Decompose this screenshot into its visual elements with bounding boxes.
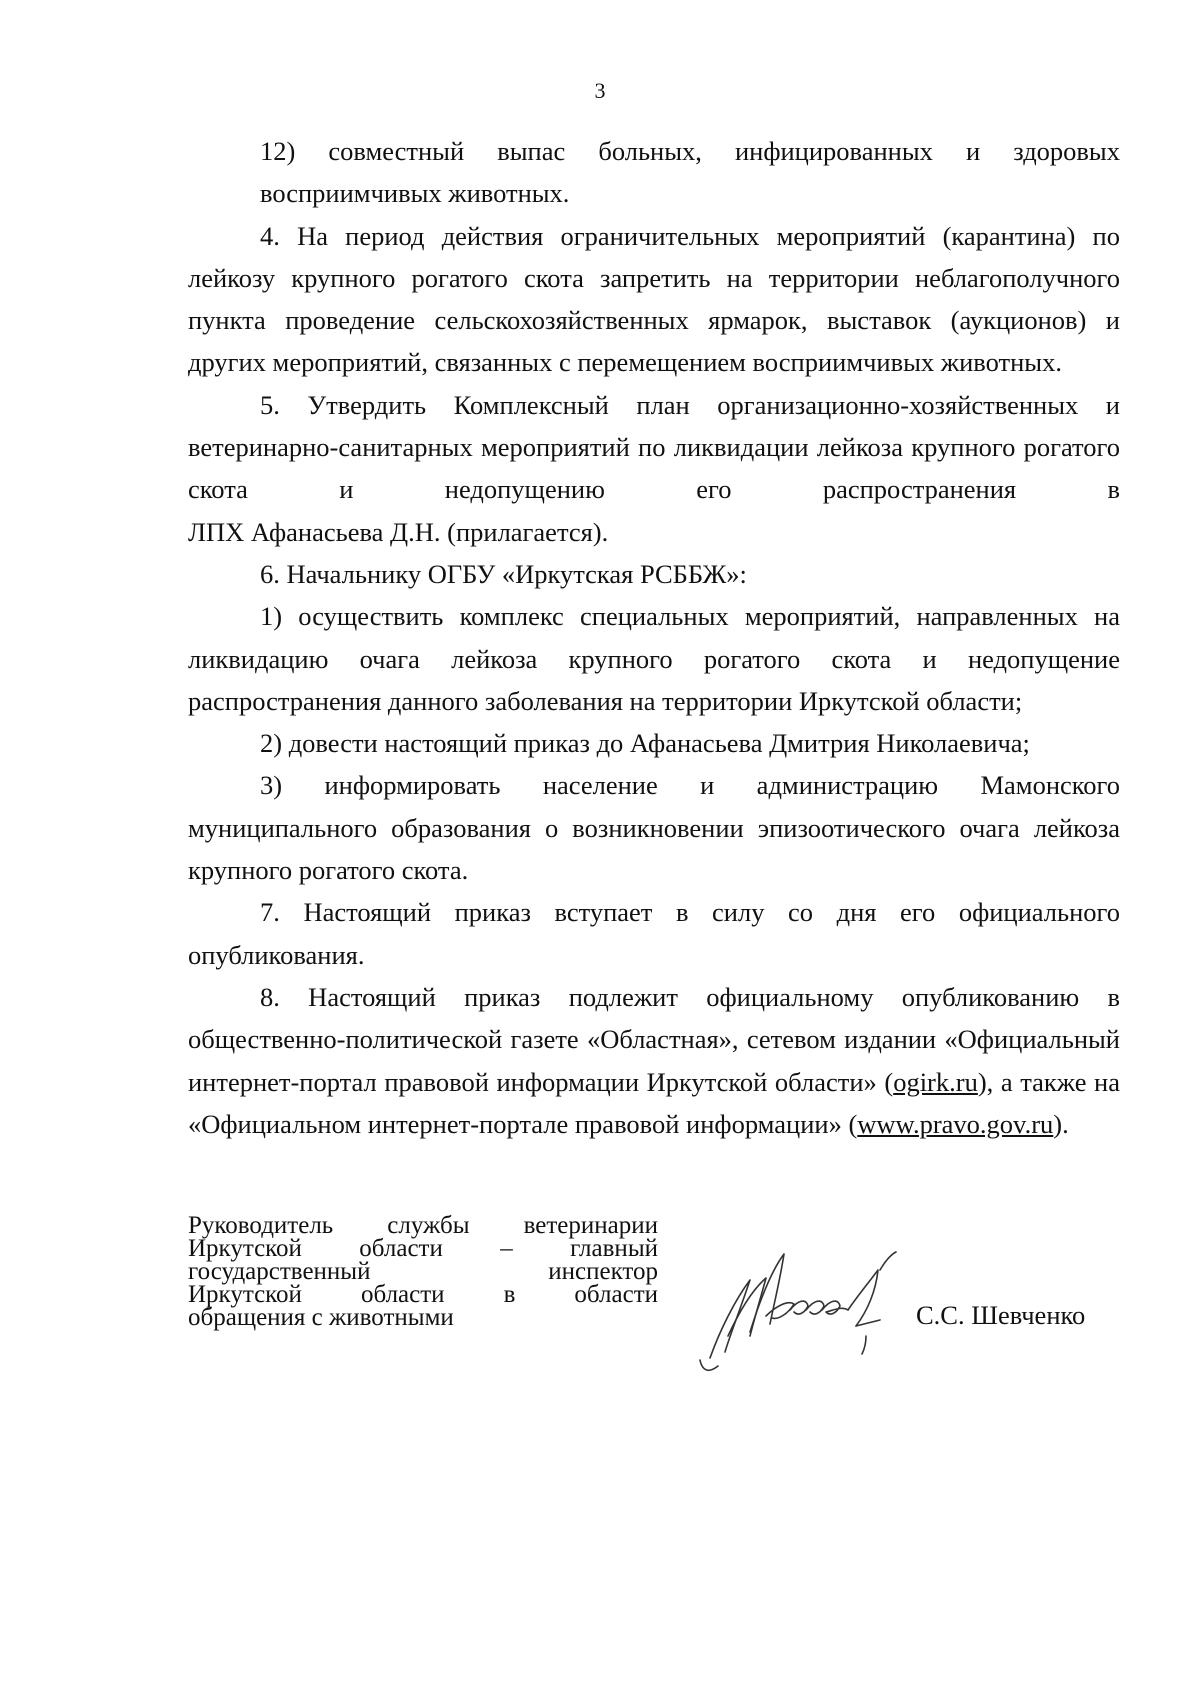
ogirk-link[interactable]: ogirk.ru (893, 1066, 978, 1097)
paragraph-6: 6. Начальнику ОГБУ «Иркутская РСББЖ»: (260, 558, 747, 589)
paragraph-6-1: 1) осуществить комплекс специальных мероприятий, направленных на ликвидацию очага лейкоза крупного рогатого скота и недопущение распространения данного заболевания на территории Иркутской области; (188, 601, 1120, 716)
paragraph-6-3: 3) информировать население и администрацию Мамонского муниципального образования о возникновении эпизоотического очага лейкоза крупного рогатого скота. (188, 770, 1120, 886)
handwritten-signature (680, 1240, 920, 1380)
paragraph-8-part3: ). (1053, 1108, 1069, 1139)
paragraph-3-12-line1: 12) совместный выпас больных, инфицированных и здоровых (260, 136, 1120, 166)
position-line-5: обращения с животными (188, 1304, 454, 1331)
document-body (188, 130, 1120, 1145)
paragraph-5-main: 5. Утвердить Комплексный план организационно-хозяйственных и ветеринарно-санитарных мероприятий по ликвидации лейкоза крупного рогатого скота и недопущению его распространения в (188, 389, 1120, 505)
paragraph-7: 7. Настоящий приказ вступает в силу со дня его официального опубликования. (188, 897, 1120, 970)
paragraph-8-part2: ), а также на «Официальном интернет-портале правовой информации» ( (188, 1066, 1121, 1139)
position-line-4: Иркутской области в области (188, 1281, 658, 1308)
position-line-3: государственный инспектор (188, 1258, 658, 1285)
paragraph-3-12 (188, 130, 1120, 215)
paragraph-8 (188, 976, 1120, 1145)
paragraph-5 (188, 384, 1120, 553)
paragraph-4: 4. На период действия ограничительных мероприятий (карантина) по лейкозу крупного рогатого скота запретить на территории неблагополучного пункта проведение сельскохозяйственных ярмарок, выставок (аукционов) и других мероприятий, связанных с перемещением восприимчивых животных. (188, 220, 1120, 378)
paragraph-5-tail: ЛПХ Афанасьева Д.Н. (прилагается). (188, 516, 609, 547)
signer-name: С.С. Шевченко (916, 1300, 1086, 1330)
position-line-1: Руководитель службы ветеринарии (188, 1212, 658, 1239)
signatory-position (188, 1214, 658, 1329)
paragraph-3-12-line2: восприимчивых животных. (260, 178, 570, 209)
paragraph-6-2: 2) довести настоящий приказ до Афанасьева Дмитрия Николаевича; (260, 728, 1030, 759)
pravo-gov-link[interactable]: www.pravo.gov.ru (857, 1108, 1054, 1139)
paragraph-8-part1: 8. Настоящий приказ подлежит официальному опубликованию в общественно-политической газете «Областная», сетевом издании «Официальный интернет-портал правовой информации Иркутской области» ( (188, 981, 1120, 1097)
position-line-2: Иркутской области – главный (188, 1235, 658, 1262)
page-number: 3 (594, 78, 606, 103)
